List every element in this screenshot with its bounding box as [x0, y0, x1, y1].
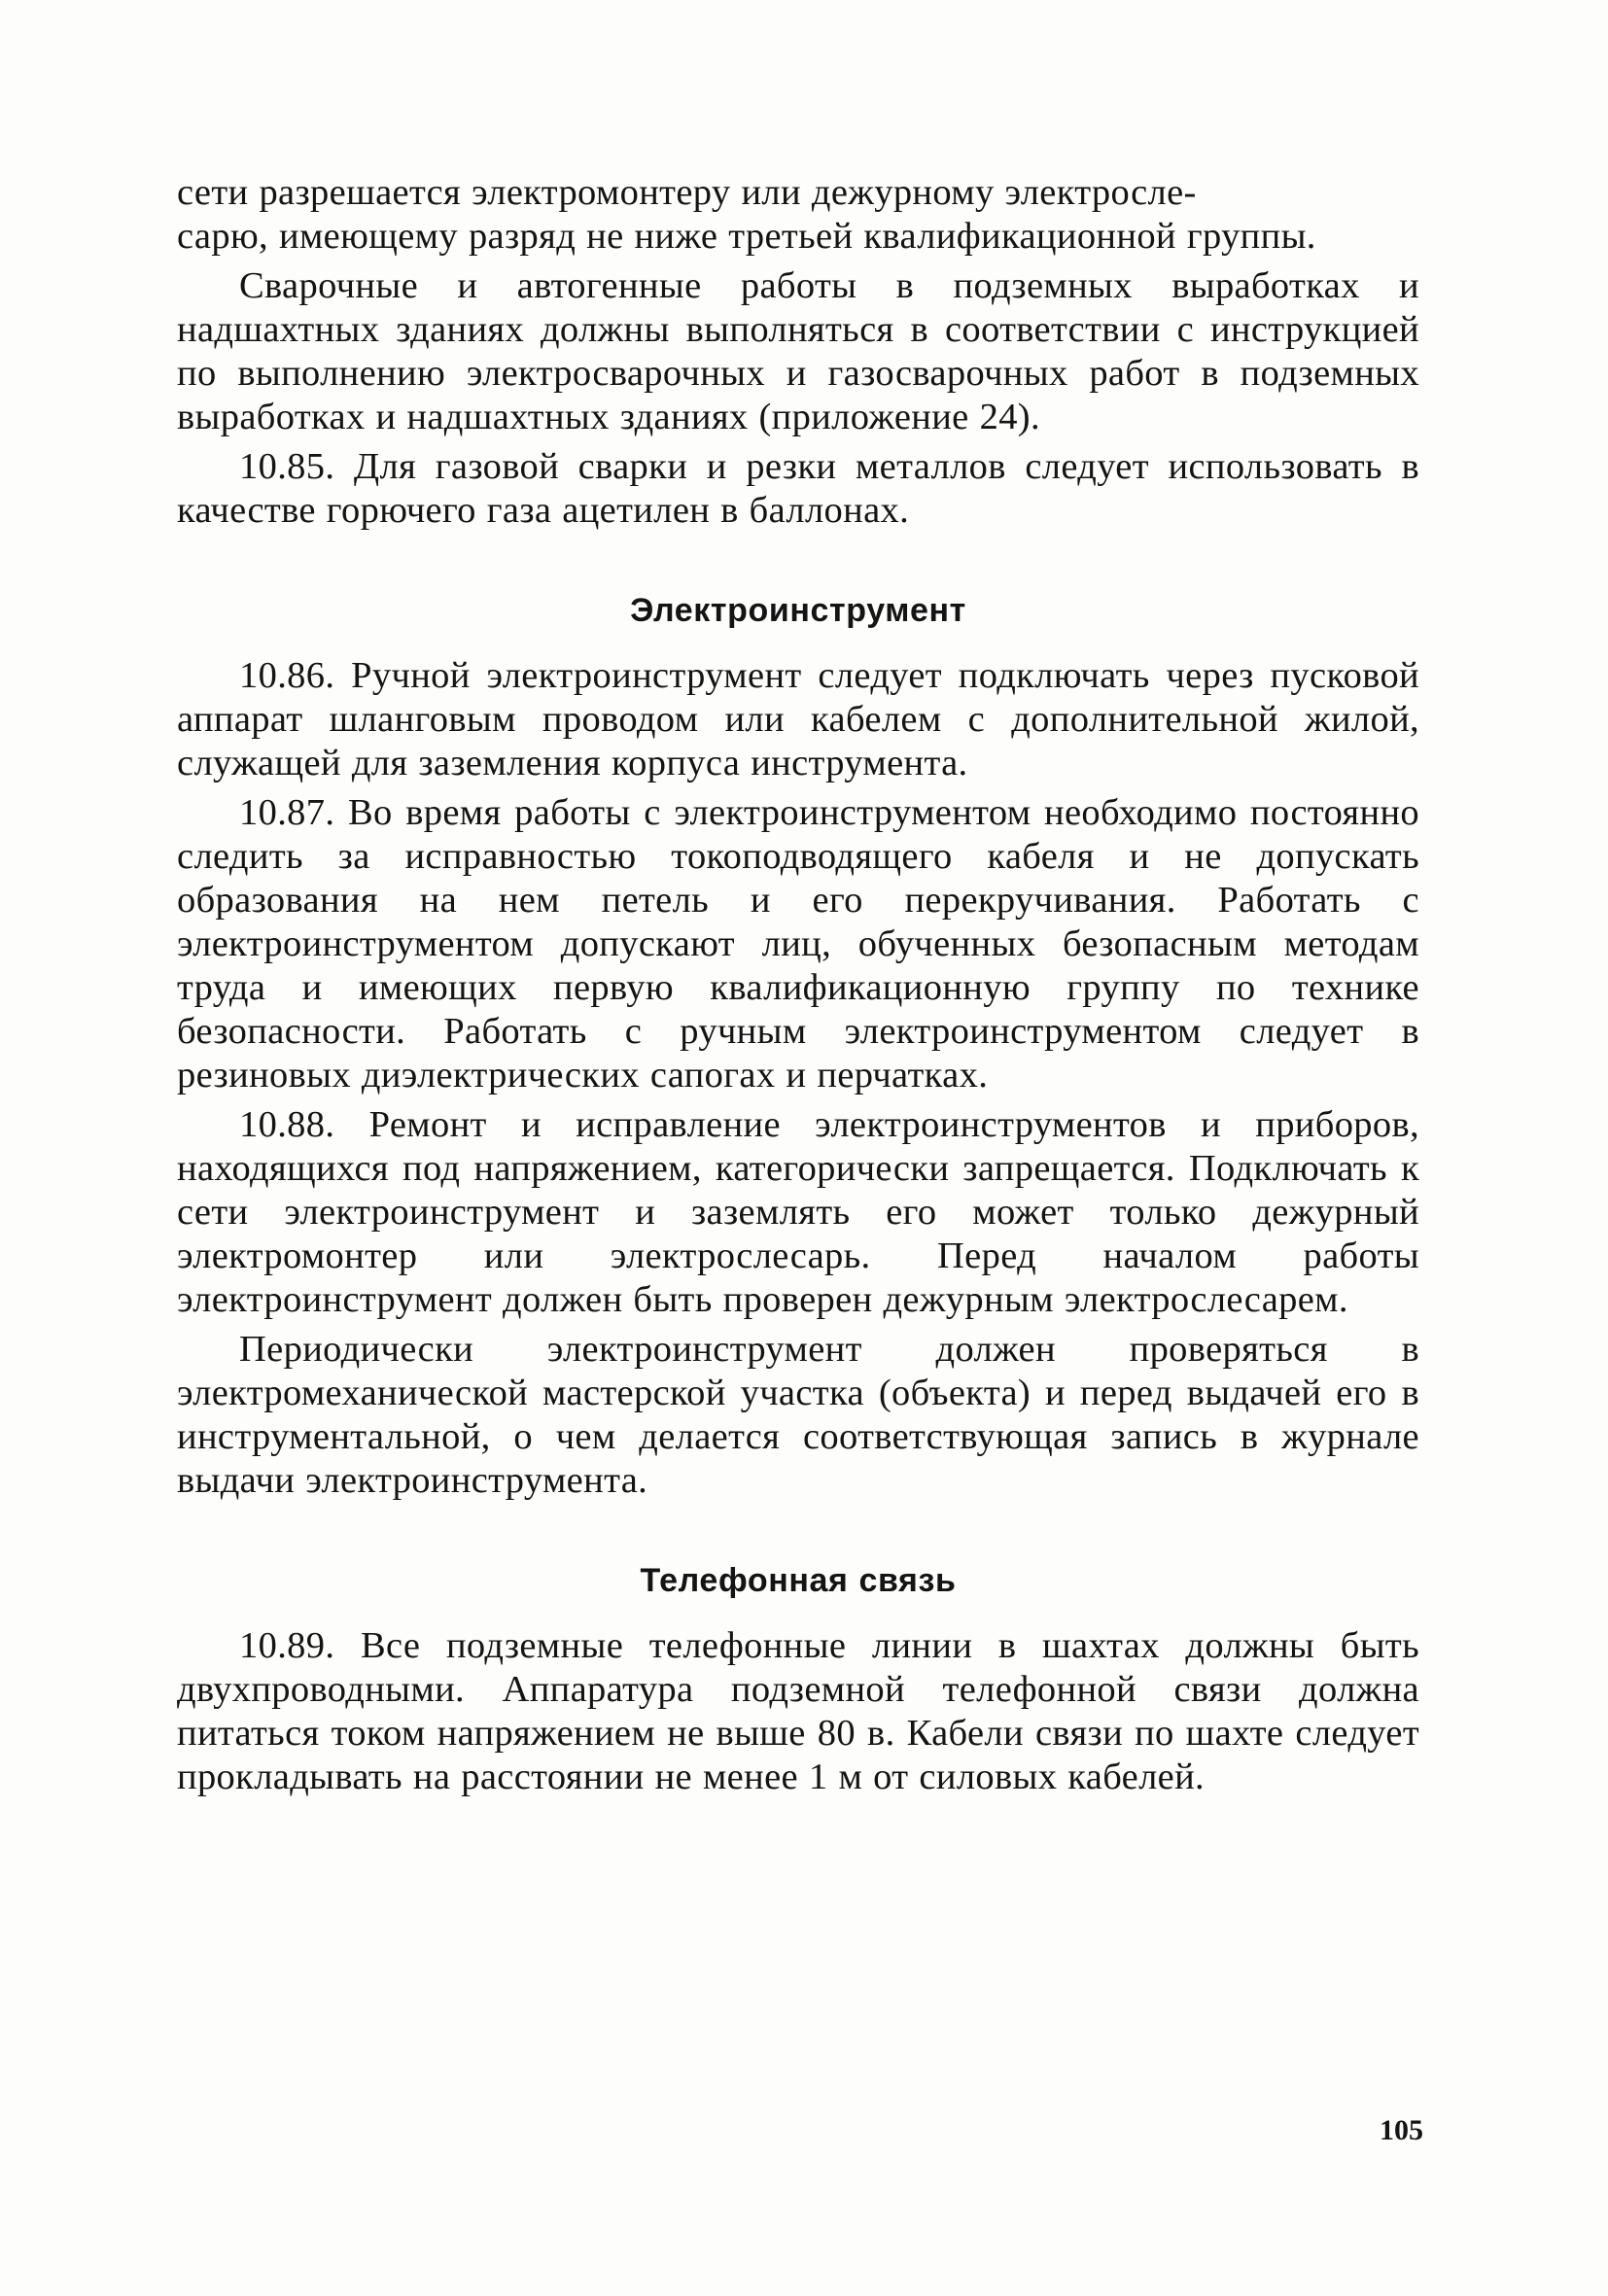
paragraph-10-86: 10.86. Ручной электроинструмент следует подключать через пусковой аппарат шланговым проводом или кабелем с дополнительной жилой, служащей для заземления корпуса инструмента. — [177, 655, 1419, 783]
paragraph-10-88: 10.88. Ремонт и исправление электроинструментов и приборов, находящихся под напряжением, категорически запрещается. Подключать к сети электроинструмент и заземлять его может только дежурный электромонтер или электрослесарь. Перед началом работы электроинструмент должен быть проверен дежурным электрослесарем. — [177, 1104, 1419, 1320]
section-heading-telephone: Телефонная связь — [640, 1562, 957, 1599]
paragraph-periodic-check: Периодически электроинструмент должен проверяться в электромеханической мастерской участка (объекта) и перед выдачей его в инструментальной, о чем делается соответствующая запись в журнале выдачи электроинструмента. — [177, 1329, 1419, 1501]
section-heading-power-tools: Электроинструмент — [630, 592, 966, 629]
paragraph-10-87: 10.87. Во время работы с электроинструментом необходимо постоянно следить за исправностью токоподводящего кабеля и не допускать образования на нем петель и его перекручивания. Работать с электроинструментом допускают лиц, обученных безопасным методам труда и имеющих первую квалификационную группу по технике безопасности. Работать с ручным электроинструментом следует в резиновых диэлектрических сапогах и перчатках. — [177, 792, 1419, 1096]
paragraph-text: сети разрешается электромонтеру или дежурному электросле- сарю, имеющему разряд не ниже третьей квалификационной группы. — [177, 172, 1316, 257]
paragraph-10-89: 10.89. Все подземные телефонные линии в шахтах должны быть двухпроводными. Аппаратура подземной телефонной связи должна питаться током напряжением не выше 80 в. Кабели связи по шахте следует прокладывать на расстоянии не менее 1 м от силовых кабелей. — [177, 1625, 1419, 1797]
page-number: 105 — [1380, 2114, 1423, 2146]
page-text — [177, 171, 1419, 1805]
paragraph-welding: Сварочные и автогенные работы в подземных выработках и надшахтных зданиях должны выполняться в соответствии с инструкцией по выполнению электросварочных и газосварочных работ в подземных выработках и надшахтных зданиях (приложение 24). — [177, 265, 1419, 437]
paragraph-continuation — [177, 171, 1419, 259]
paragraph-10-85: 10.85. Для газовой сварки и резки металлов следует использовать в качестве горючего газа ацетилен в баллонах. — [177, 446, 1419, 531]
